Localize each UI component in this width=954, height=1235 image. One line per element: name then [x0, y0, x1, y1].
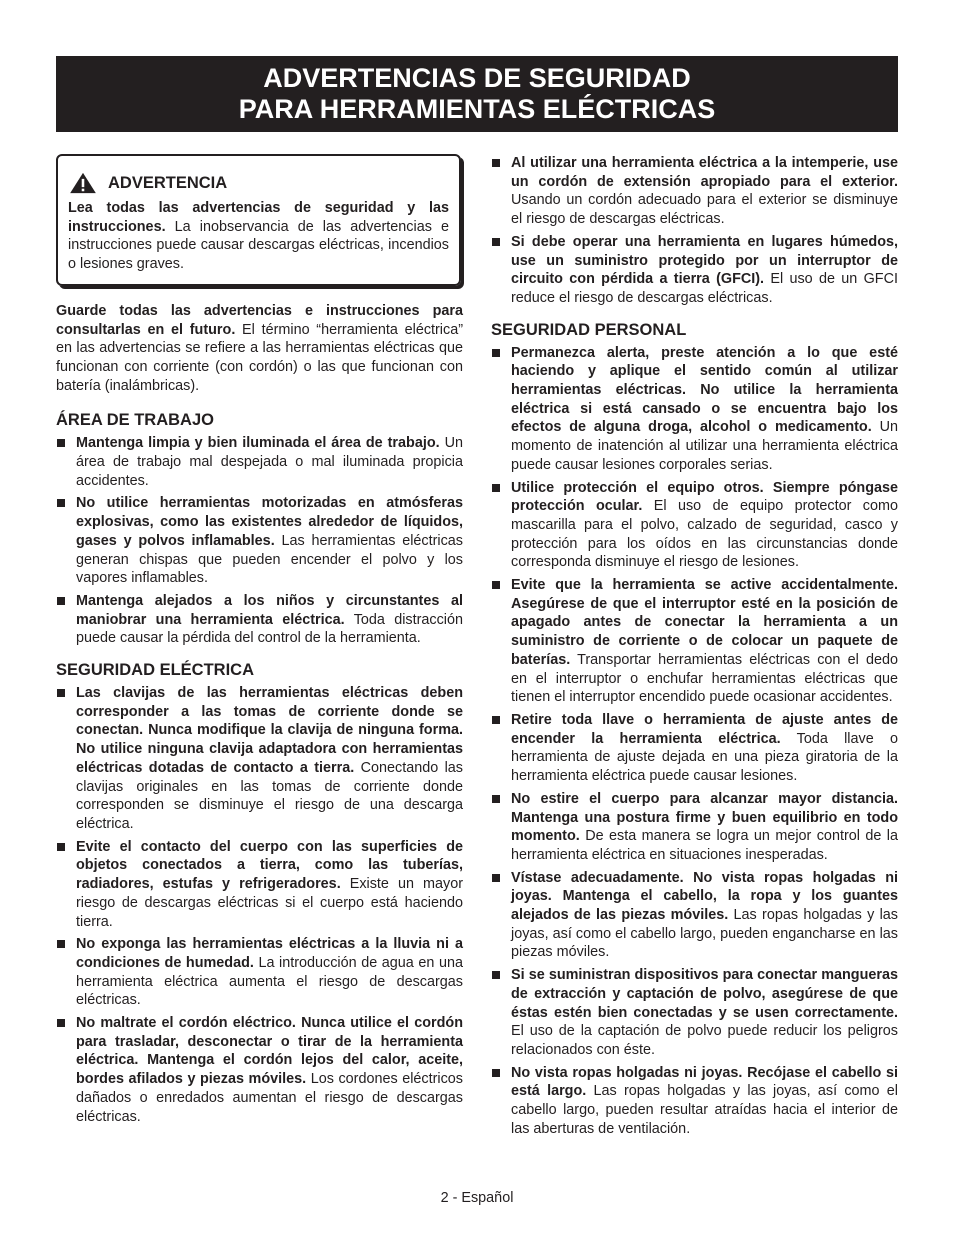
- item-bold-text: Si debe operar una herramienta en lugares húmedos, use un suministro protegido por un interruptor de circuito con pérdida a tierra (GFCI).: [511, 233, 898, 288]
- item-text: El uso de equipo protector como mascarilla para el polvo, calzado de seguridad, casco y protección para los oídos en las circunstancias donde corresponda disminuye el riesgo de lesiones.: [511, 498, 898, 571]
- list-item: [491, 576, 898, 707]
- page-title-banner: [56, 56, 898, 132]
- item-bold-text: No estire el cuerpo para alcanzar mayor distancia. Mantenga una postura firme y buen equilibrio en todo momento.: [511, 790, 898, 845]
- left-column: [56, 154, 463, 1138]
- list-item: [491, 1064, 898, 1139]
- item-bold-text: Mantenga alejados a los niños y circunstantes al maniobrar una herramienta eléctrica.: [76, 592, 463, 628]
- section-electrical-safety-continued: [491, 154, 898, 308]
- right-column: [491, 154, 898, 1150]
- item-text: Las ropas holgadas y las joyas, así como el cabello largo, pueden resultar atraídas hacia el interior de las aberturas de ventilación.: [511, 1083, 898, 1137]
- item-text: Conectando las clavijas originales en las tomas de corriente donde corresponden se disminuye el riesgo de una descarga eléctrica.: [76, 759, 463, 832]
- list-item: [56, 1014, 463, 1126]
- item-bold-text: No exponga las herramientas eléctricas a la lluvia ni a condiciones de humedad.: [76, 936, 463, 971]
- item-bold-text: Retire toda llave o herramienta de ajuste antes de encender la herramienta eléctrica.: [511, 711, 898, 747]
- list-item: [491, 790, 898, 865]
- bullet-square-icon: [492, 874, 500, 882]
- bullet-square-icon: [57, 1019, 65, 1027]
- list-item: [491, 233, 898, 308]
- list-item: [491, 479, 898, 573]
- bullet-square-icon: [492, 238, 500, 246]
- section-heading: SEGURIDAD ELÉCTRICA: [56, 661, 255, 680]
- list-item: [56, 935, 463, 1010]
- bullet-square-icon: [492, 795, 500, 803]
- bullet-square-icon: [492, 1069, 500, 1077]
- item-text: Toda distracción puede causar la pérdida del control de la herramienta.: [76, 611, 463, 647]
- list-item: [56, 684, 463, 834]
- item-text: Los cordones eléctricos dañados o enredados aumentan el riesgo de descargas eléctricas.: [76, 1071, 463, 1125]
- list-item: [56, 592, 463, 648]
- bullet-square-icon: [57, 940, 65, 948]
- item-text: Toda llave o herramienta de ajuste dejada en una pieza giratoria de la herramienta eléctrica puede causar lesiones.: [511, 730, 898, 785]
- item-text: Las ropas holgadas y las joyas, así como el cabello largo, pueden engancharse en las piezas móviles.: [511, 907, 899, 961]
- warning-text: [68, 199, 449, 274]
- item-bold-text: No vista ropas holgadas ni joyas. Recójase el cabello si está largo.: [511, 1064, 898, 1100]
- item-text: Las herramientas eléctricas generan chispas que pueden encender el polvo y los vapores inflamables.: [76, 532, 463, 587]
- warning-bold-text: Lea todas las advertencias de seguridad y las instrucciones.: [68, 200, 449, 235]
- section-personal-safety: [491, 320, 898, 1139]
- item-bold-text: No utilice herramientas motorizadas en atmósferas explosivas, como las existentes alrededor de líquidos, gases y polvos inflamables.: [76, 495, 463, 549]
- page-footer: 2 - Español: [440, 1190, 514, 1206]
- intro-paragraph: [56, 302, 463, 396]
- item-bold-text: Mantenga limpia y bien iluminada el área de trabajo.: [76, 435, 440, 452]
- item-bold-text: Al utilizar una herramienta eléctrica a la intemperie, use un cordón de extensión apropiado para el exterior.: [511, 155, 898, 190]
- bullet-square-icon: [492, 971, 500, 979]
- bullet-square-icon: [57, 439, 65, 447]
- title-line-1: ADVERTENCIAS DE SEGURIDAD: [263, 63, 691, 93]
- item-bold-text: Las clavijas de las herramientas eléctricas deben corresponder a las tomas de corriente donde se conectan. Nunca modifique la clavija de ninguna forma. No utilice ninguna clavija adaptadora con herramientas eléctricas dotadas de contacto a tierra.: [76, 685, 463, 776]
- section-heading: ÁREA DE TRABAJO: [56, 411, 214, 430]
- item-text: Un área de trabajo mal despejada o mal iluminada propicia accidentes.: [76, 435, 463, 489]
- item-text: La introducción de agua en una herramienta eléctrica aumenta el riesgo de descargas eléctricas.: [76, 954, 463, 1009]
- section-heading: SEGURIDAD PERSONAL: [491, 320, 687, 339]
- bullet-square-icon: [57, 499, 65, 507]
- item-text: El uso de un GFCI reduce el riesgo de descargas eléctricas.: [511, 271, 898, 306]
- item-bold-text: No maltrate el cordón eléctrico. Nunca utilice el cordón para trasladar, desconectar o tirar de la herramienta eléctrica. Mantenga el cordón lejos del calor, aceite, bordes afilados y piezas móviles.: [76, 1015, 463, 1088]
- item-text: Un momento de inatención al utilizar una herramienta eléctrica puede causar lesiones corporales serias.: [511, 419, 898, 473]
- intro-normal-text: El término “herramienta eléctrica” en las advertencias se refiere a las herramientas eléctricas que funcionan con corriente (con cordón) o las que funcionan con batería (inalámbricas).: [56, 321, 463, 394]
- warning-box: [56, 154, 461, 286]
- item-bold-text: Vístase adecuadamente. No vista ropas holgadas ni joyas. Mantenga el cabello, la ropa y los guantes alejados de las piezas móviles.: [511, 869, 898, 924]
- item-bold-text: Utilice protección el equipo otros. Siempre póngase protección ocular.: [511, 479, 898, 515]
- item-text: De esta manera se logra un mejor control de la herramienta eléctrica en situaciones inesperadas.: [511, 828, 898, 863]
- warning-header: [68, 172, 449, 194]
- list-item: [56, 494, 463, 588]
- item-text: Transportar herramientas eléctricas con el dedo en el interruptor o enchufar herramientas eléctricas que tienen el interruptor encendido puede ocasionar accidentes.: [511, 651, 898, 706]
- item-bold-text: Permanezca alerta, preste atención a lo que esté haciendo y aplique el sentido común al utilizar herramientas eléctricas. No utilice la herramienta eléctrica si está cansado o se encuentra bajo los efectos de alguna droga, alcohol o medicamento.: [511, 344, 898, 436]
- bullet-square-icon: [492, 581, 500, 589]
- list-item: [491, 344, 898, 475]
- bullet-square-icon: [57, 843, 65, 851]
- warning-title: ADVERTENCIA: [108, 173, 228, 192]
- bullet-square-icon: [57, 689, 65, 697]
- title-line-2: PARA HERRAMIENTAS ELÉCTRICAS: [238, 94, 716, 124]
- warning-normal-text: La inobservancia de las advertencias e instrucciones puede causar descargas eléctricas, incendios o lesiones graves.: [68, 218, 449, 273]
- item-text: Existe un mayor riesgo de descargas eléctricas si el cuerpo está haciendo tierra.: [76, 876, 463, 930]
- bullet-square-icon: [492, 716, 500, 724]
- item-bold-text: Evite el contacto del cuerpo con las superficies de objetos conectados a tierra, como las tuberías, radiadores, estufas y refrigeradores.: [76, 838, 463, 893]
- list-item: [56, 838, 463, 932]
- warning-triangle-icon: [68, 172, 98, 194]
- item-text: El uso de la captación de polvo puede reducir los peligros relacionados con éste.: [511, 1023, 898, 1058]
- item-bold-text: Si se suministran dispositivos para conectar mangueras de extracción y captación de polvo, asegúrese de que éstas estén bien conectadas y se usen correctamente.: [511, 967, 898, 1021]
- list-item: [491, 711, 898, 786]
- list-item: [491, 966, 898, 1060]
- item-text: Usando un cordón adecuado para el exterior se disminuye el riesgo de descargas eléctricas.: [511, 192, 898, 228]
- list-item: [491, 869, 898, 963]
- section-electrical-safety: [56, 660, 463, 1126]
- bullet-square-icon: [492, 484, 500, 492]
- bullet-square-icon: [57, 597, 65, 605]
- section-work-area: [56, 410, 463, 648]
- intro-bold-text: Guarde todas las advertencias e instrucciones para consultarlas en el futuro.: [56, 302, 463, 338]
- bullet-square-icon: [492, 159, 500, 167]
- bullet-square-icon: [492, 349, 500, 357]
- list-item: [56, 434, 463, 490]
- item-bold-text: Evite que la herramienta se active accidentalmente. Asegúrese de que el interruptor esté en la posición de apagado antes de conectar la herramienta a un suministro de corriente o de colocar un paquete de baterías.: [511, 577, 898, 668]
- list-item: [491, 154, 898, 229]
